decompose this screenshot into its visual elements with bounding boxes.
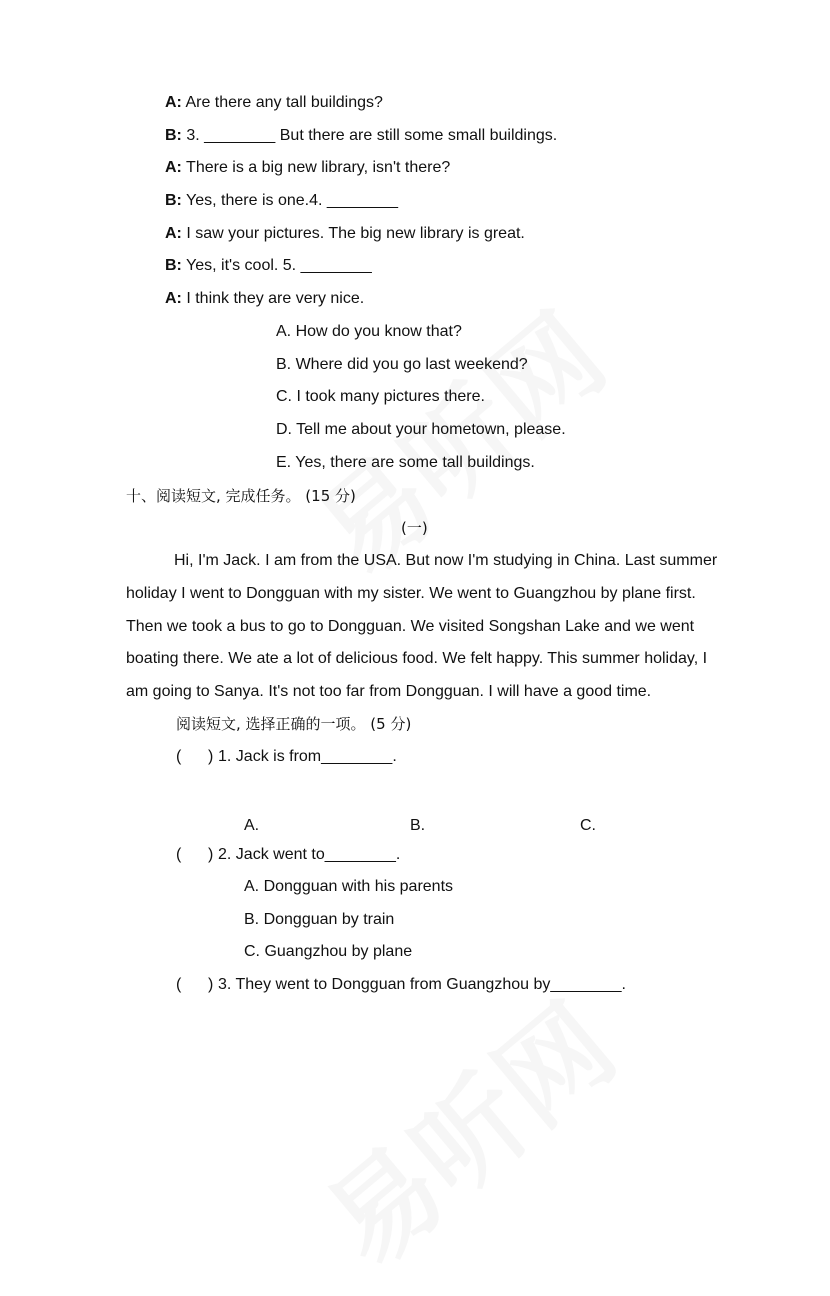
option-item: C. I took many pictures there.	[276, 388, 485, 405]
answer-bracket[interactable]: ( )	[176, 976, 214, 993]
dialogue-line: A: There is a big new library, isn't there?	[165, 159, 451, 176]
dialogue-line: A: I saw your pictures. The big new library is great.	[165, 225, 525, 242]
dialogue-line: B: Yes, there is one.4. ________	[165, 192, 399, 209]
choice-a[interactable]: A. Dongguan with his parents	[244, 878, 454, 895]
part-label: (一)	[401, 519, 428, 537]
passage-line: am going to Sanya. It's not too far from Dongguan. I will have a good time.	[126, 683, 652, 701]
passage-line: boating there. We ate a lot of delicious food. We felt happy. This summer holiday, I	[126, 650, 708, 668]
choice-c[interactable]: C.	[580, 817, 596, 834]
passage-line: holiday I went to Dongguan with my sister. We went to Guangzhou by plane first.	[126, 584, 696, 602]
question-text: 3. They went to Dongguan from Guangzhou by________.	[218, 976, 626, 993]
question-text: 2. Jack went to________.	[218, 846, 401, 863]
dialogue-line: A: I think they are very nice.	[165, 290, 365, 307]
task-instruction: 阅读短文, 选择正确的一项。 (5 分)	[176, 715, 412, 733]
dialogue-line: B: 3. ________ But there are still some small buildings.	[165, 127, 558, 144]
option-item: D. Tell me about your hometown, please.	[276, 421, 566, 438]
answer-bracket[interactable]: ( )	[176, 748, 214, 765]
answer-bracket[interactable]: ( )	[176, 846, 214, 863]
option-item: A. How do you know that?	[276, 323, 462, 340]
choice-b[interactable]: B.	[410, 817, 426, 834]
option-item: B. Where did you go last weekend?	[276, 356, 528, 373]
watermark	[288, 962, 642, 1295]
reading-passage	[126, 545, 718, 709]
choice-a[interactable]: A.	[244, 817, 260, 834]
choice-c[interactable]: C. Guangzhou by plane	[244, 943, 413, 960]
passage-line: Hi, I'm Jack. I am from the USA. But now I'm studying in China. Last summer	[174, 552, 718, 569]
dialogue-line: B: Yes, it's cool. 5. ________	[165, 257, 372, 274]
dialogue-line: A: Are there any tall buildings?	[165, 94, 383, 111]
choice-b[interactable]: B. Dongguan by train	[244, 911, 395, 928]
passage-line: Then we took a bus to go to Dongguan. We visited Songshan Lake and we went	[126, 617, 695, 635]
section-heading: 十、阅读短文, 完成任务。 (15 分)	[126, 487, 356, 505]
question-text: 1. Jack is from________.	[218, 748, 397, 765]
option-item: E. Yes, there are some tall buildings.	[276, 454, 535, 471]
